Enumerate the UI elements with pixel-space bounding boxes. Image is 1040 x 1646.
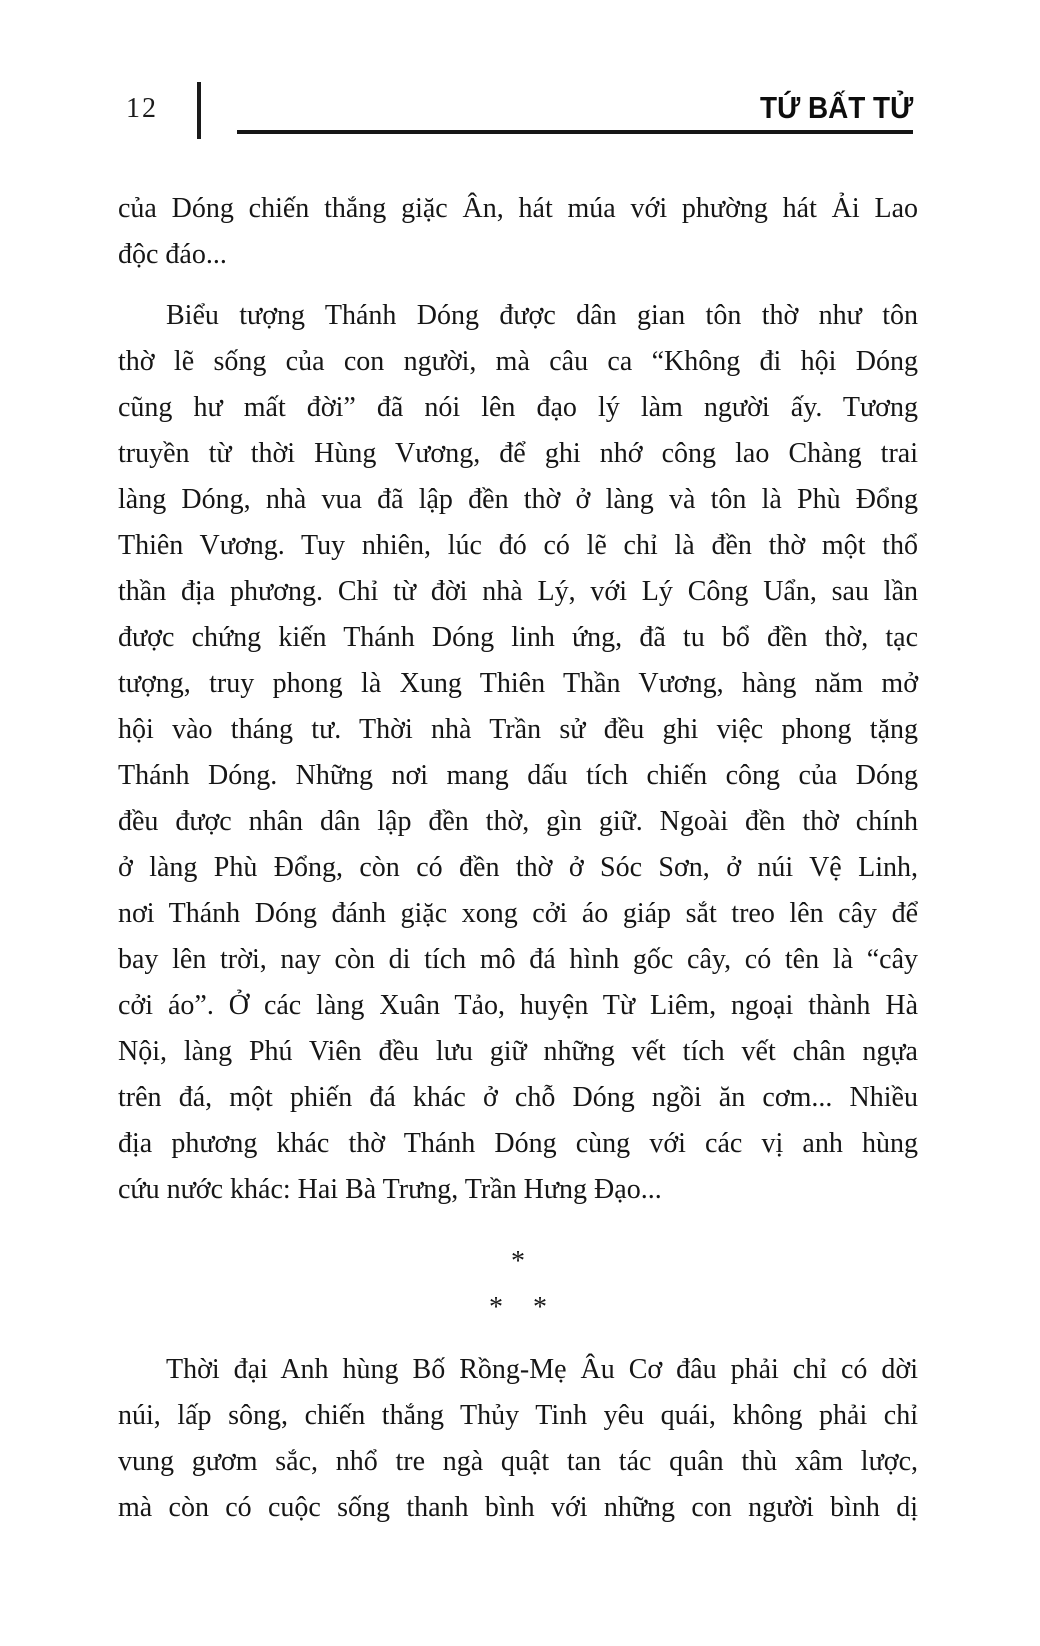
- text-line: thần địa phương. Chỉ từ đời nhà Lý, với Lý Công Uẩn, sau lần: [118, 576, 918, 607]
- text-line: trên đá, một phiến đá khác ở chỗ Dóng ngồi ăn cơm... Nhiều: [118, 1082, 918, 1113]
- running-head-title: TỨ BẤT TỬ: [759, 90, 913, 125]
- text-line: hội vào tháng tư. Thời nhà Trần sử đều ghi việc phong tặng: [118, 714, 918, 745]
- asterisk-icon: *: [511, 1246, 525, 1277]
- text-line: cởi áo”. Ở các làng Xuân Tảo, huyện Từ Liêm, ngoại thành Hà: [118, 990, 918, 1021]
- text-line: Thiên Vương. Tuy nhiên, lúc đó có lẽ chỉ là đền thờ một thổ: [118, 530, 918, 561]
- text-line: làng Dóng, nhà vua đã lập đền thờ ở làng và tôn là Phù Đổng: [118, 484, 918, 515]
- text-line: vung gươm sắc, nhổ tre ngà quật tan tác quân thù xâm lược,: [118, 1446, 918, 1477]
- separator-row-top: [118, 1239, 918, 1285]
- text-line: ở làng Phù Đổng, còn có đền thờ ở Sóc Sơn, ở núi Vệ Linh,: [118, 852, 918, 883]
- text-line: đều được nhân dân lập đền thờ, gìn giữ. Ngoài đền thờ chính: [118, 806, 918, 837]
- paragraph-continuation: [118, 186, 918, 278]
- text-line: Nội, làng Phú Viên đều lưu giữ những vết tích vết chân ngựa: [118, 1036, 918, 1067]
- text-line: của Dóng chiến thắng giặc Ân, hát múa với phường hát Ải Lao: [118, 193, 918, 224]
- text-line: Thánh Dóng. Những nơi mang dấu tích chiến công của Dóng: [118, 760, 918, 791]
- text-line: thờ lẽ sống của con người, mà câu ca “Không đi hội Dóng: [118, 346, 918, 377]
- asterisk-icon: *: [489, 1292, 503, 1323]
- paragraph-anh-hung: [118, 1347, 918, 1531]
- text-line: cũng hư mất đời” đã nói lên đạo lý làm người ấy. Tương: [118, 392, 918, 423]
- page-body: [118, 186, 918, 1531]
- header-rule: [237, 130, 913, 134]
- text-line: độc đáo...: [118, 239, 227, 270]
- text-line: tượng, truy phong là Xung Thiên Thần Vương, hàng năm mở: [118, 668, 918, 699]
- text-line: nơi Thánh Dóng đánh giặc xong cởi áo giáp sắt treo lên cây để: [118, 898, 918, 929]
- paragraph-thanh-dong: [118, 293, 918, 1213]
- text-line: bay lên trời, nay còn di tích mô đá hình gốc cây, có tên là “cây: [118, 944, 918, 975]
- header-vertical-bar: [197, 82, 201, 139]
- asterisk-icon: *: [533, 1292, 547, 1323]
- separator-row-bottom: [118, 1285, 918, 1331]
- page-number: 12: [126, 93, 158, 124]
- text-line: được chứng kiến Thánh Dóng linh ứng, đã tu bổ đền thờ, tạc: [118, 622, 918, 653]
- text-line: Biểu tượng Thánh Dóng được dân gian tôn thờ như tôn: [166, 300, 918, 331]
- text-line: mà còn có cuộc sống thanh bình với những con người bình dị: [118, 1492, 918, 1523]
- text-line: núi, lấp sông, chiến thắng Thủy Tinh yêu quái, không phải chỉ: [118, 1400, 918, 1431]
- text-line: Thời đại Anh hùng Bố Rồng-Mẹ Âu Cơ đâu phải chỉ có dời: [166, 1354, 918, 1385]
- text-line: cứu nước khác: Hai Bà Trưng, Trần Hưng Đạo...: [118, 1174, 662, 1205]
- section-separator: [118, 1239, 918, 1331]
- text-line: truyền từ thời Hùng Vương, để ghi nhớ công lao Chàng trai: [118, 438, 918, 469]
- text-line: địa phương khác thờ Thánh Dóng cùng với các vị anh hùng: [118, 1128, 918, 1159]
